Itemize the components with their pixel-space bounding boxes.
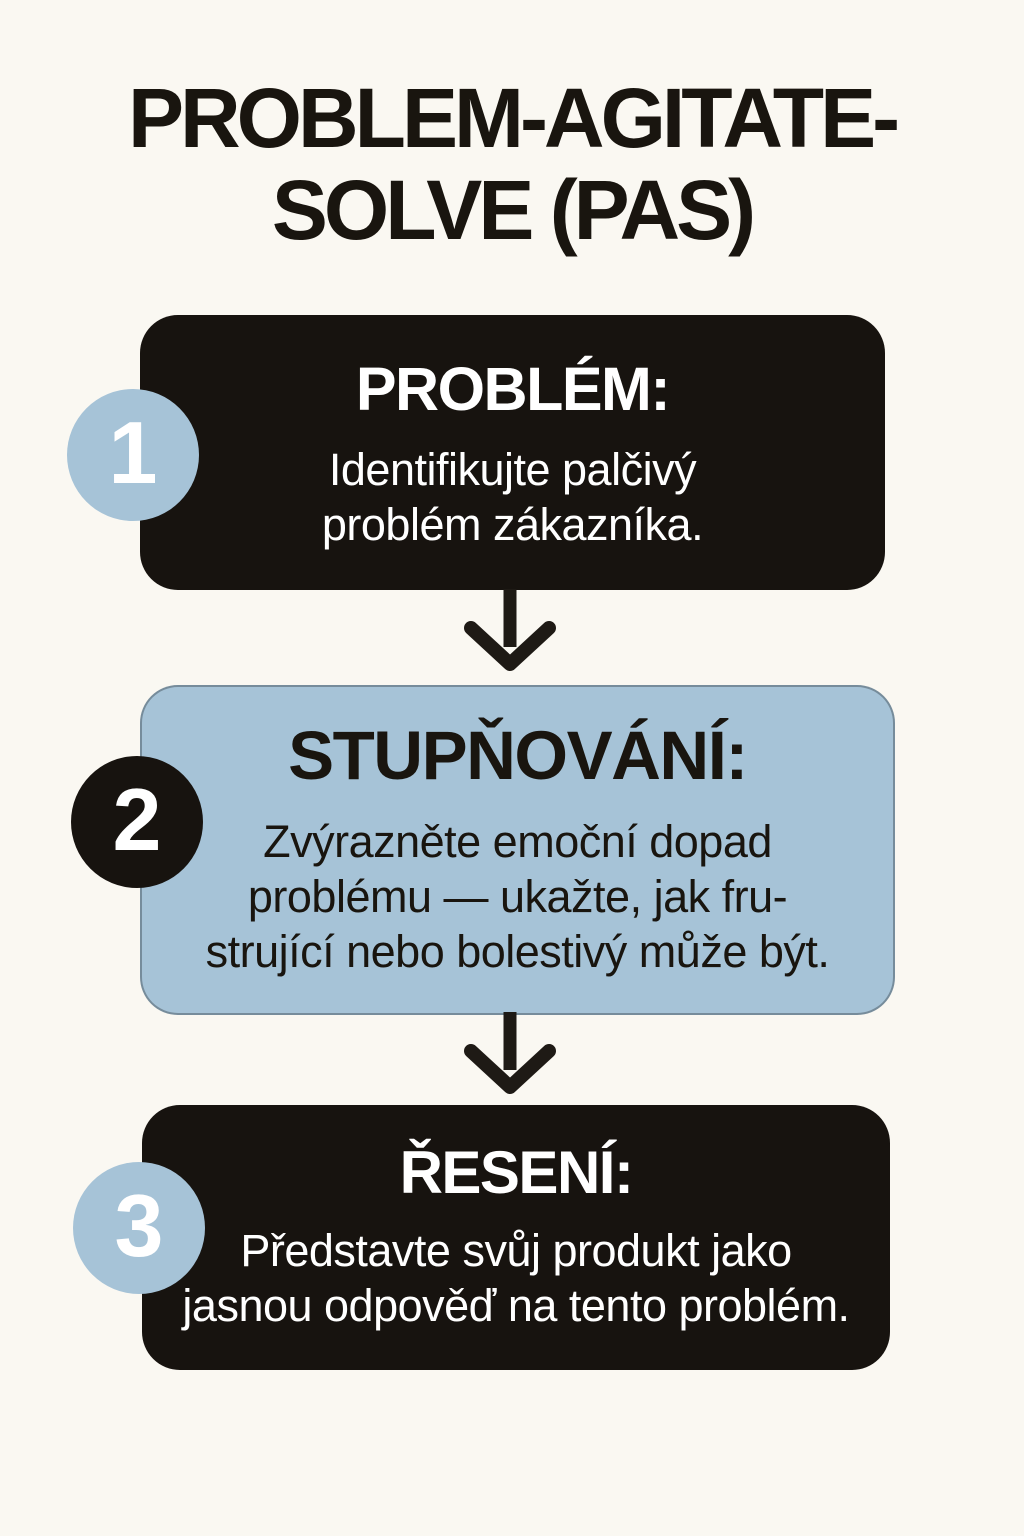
page-title (0, 72, 1024, 256)
step-2-heading: STUPŇOVÁNÍ: (288, 717, 747, 794)
step-box-problem (140, 315, 885, 590)
title-line-2: SOLVE (PAS) (271, 163, 753, 257)
step-3-body-line: jasnou odpověď na tento problém. (182, 1280, 850, 1331)
step-2-number: 2 (112, 770, 162, 869)
step-2-body (142, 814, 893, 979)
step-3-body-line: Představte svůj produkt jako (240, 1225, 792, 1276)
step-1-body-line: Identifikujte palčivý (328, 444, 697, 495)
step-2-body-line: problému — ukažte, jak fru- (247, 871, 788, 922)
step-number-badge-3 (73, 1162, 205, 1294)
arrow-down-icon (462, 1012, 558, 1096)
step-1-heading: PROBLÉM: (355, 355, 670, 423)
step-3-heading: ŘESENÍ: (399, 1139, 633, 1206)
step-1-body-line: problém zákazníka. (321, 499, 704, 550)
title-line-1: PROBLEM-AGITATE- (127, 71, 897, 165)
step-1-number: 1 (108, 403, 158, 502)
step-box-agitate (140, 685, 895, 1015)
step-number-badge-2 (71, 756, 203, 888)
step-box-solve (142, 1105, 890, 1370)
step-3-body (142, 1223, 890, 1333)
step-2-body-line: Zvýrazněte emoční dopad (263, 816, 772, 867)
step-2-body-line: strující nebo bolestivý může být. (205, 926, 830, 977)
arrow-down-icon (462, 589, 558, 673)
step-number-badge-1 (67, 389, 199, 521)
step-1-body (140, 442, 885, 552)
step-3-number: 3 (114, 1176, 164, 1275)
